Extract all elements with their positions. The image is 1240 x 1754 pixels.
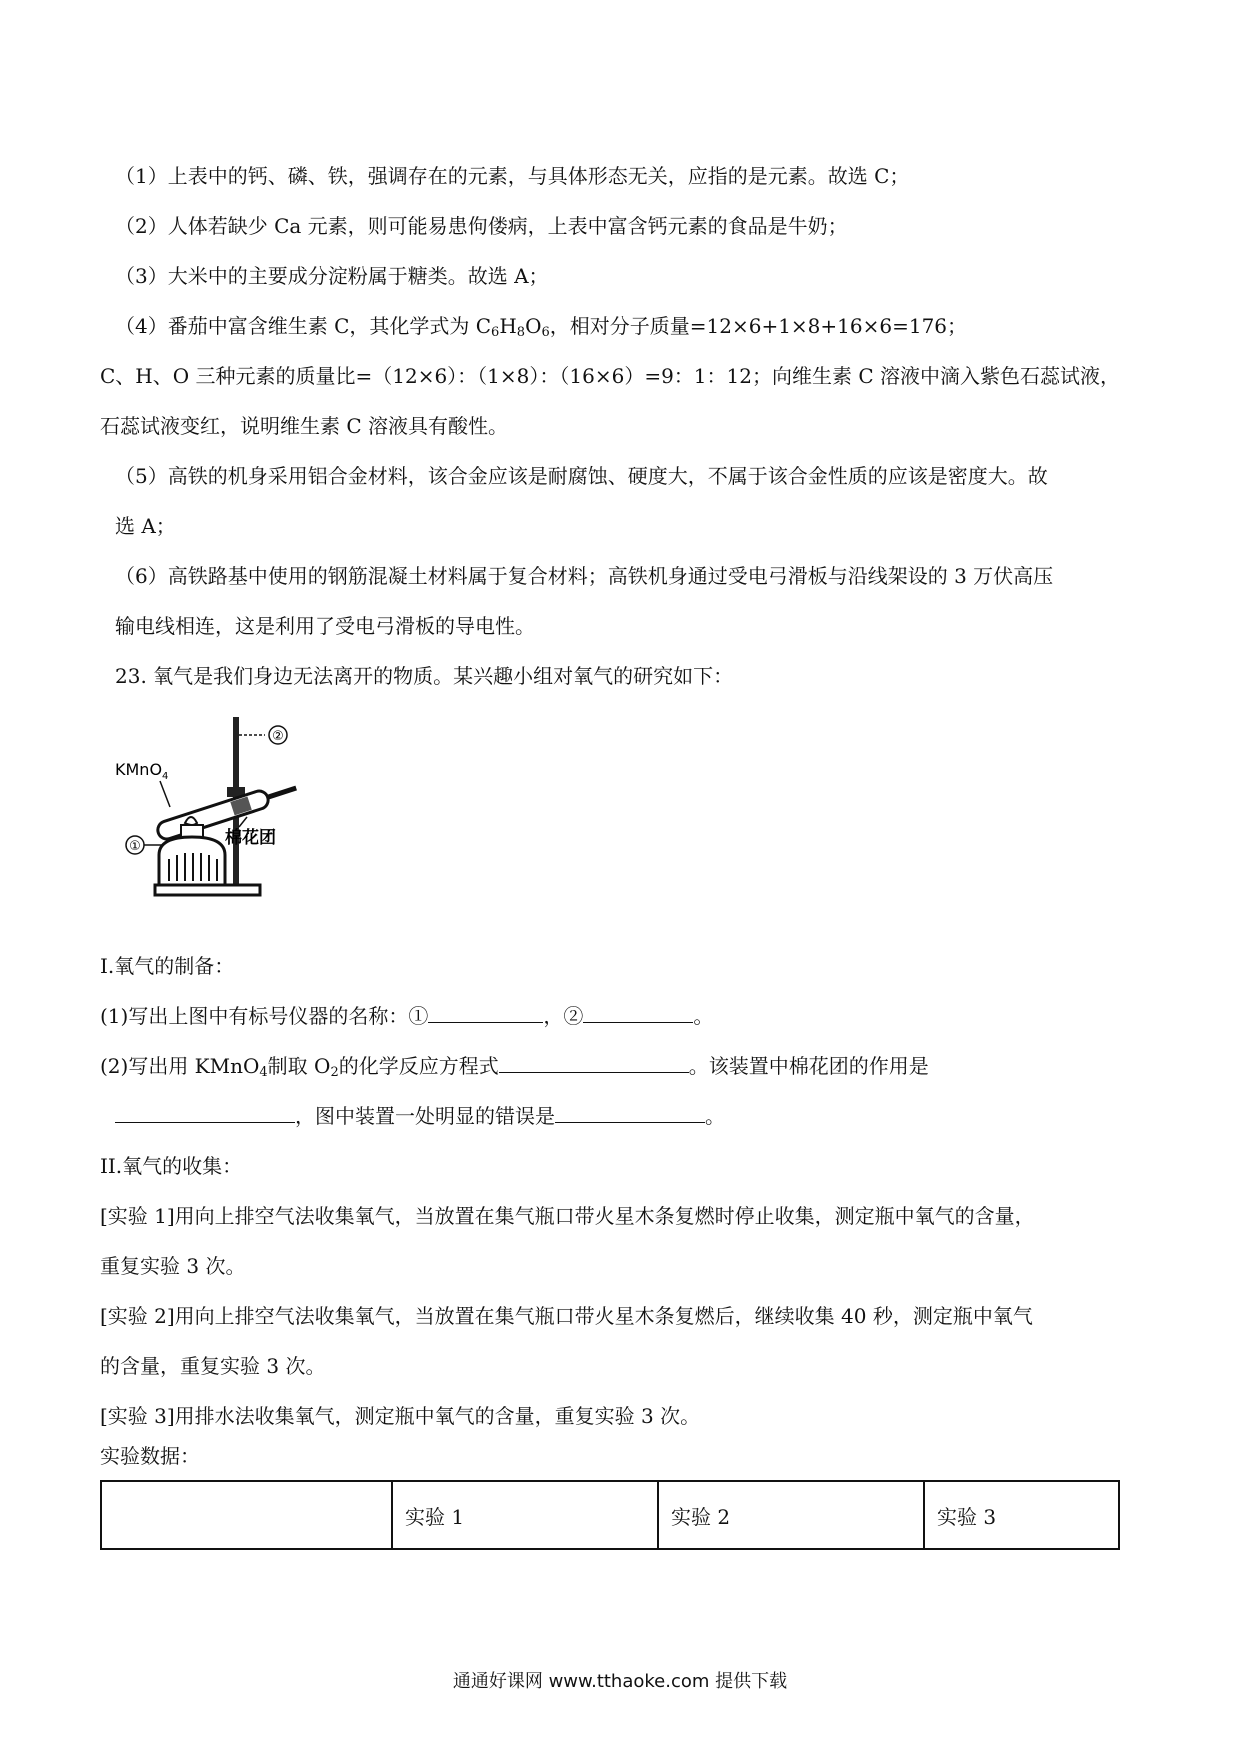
label-2-text: ② bbox=[272, 729, 284, 744]
answer-line-10: 输电线相连，这是利用了受电弓滑板的导电性。 bbox=[115, 614, 535, 638]
kmno4-apparatus-diagram bbox=[115, 715, 315, 915]
answer-line-1: （1）上表中的钙、磷、铁，强调存在的元素，与具体形态无关，应指的是元素。故选 C； bbox=[115, 164, 910, 188]
kmno4-label: KMnO$_4$ bbox=[115, 760, 169, 782]
q1-blank-2[interactable] bbox=[583, 1002, 693, 1023]
table-header-row bbox=[101, 1481, 1119, 1549]
experiment-3-line: [实验 3]用排水法收集氧气，测定瓶中氧气的含量，重复实验 3 次。 bbox=[100, 1404, 701, 1428]
answer-line-5: C、H、O 三种元素的质量比=（12×6）：（1×8）：（16×6）=9：1：12；向维生素 C 溶液中滴入紫色石蕊试液， bbox=[100, 364, 1120, 388]
table-header-cell bbox=[101, 1481, 392, 1549]
answer-line-6: 石蕊试液变红，说明维生素 C 溶液具有酸性。 bbox=[100, 414, 509, 438]
q2-sub-a: 4 bbox=[259, 1065, 268, 1080]
answer-line-7: （5）高铁的机身采用铝合金材料，该合金应该是耐腐蚀、硬度大，不属于该合金性质的应该是密度大。故 bbox=[115, 464, 1048, 488]
answer-line-2: （2）人体若缺少 Ca 元素，则可能易患佝偻病，上表中富含钙元素的食品是牛奶； bbox=[115, 214, 848, 238]
cotton-label: 棉花团 bbox=[225, 828, 276, 848]
page-footer: 通通好课网 www.tthaoke.com 提供下载 bbox=[452, 1671, 788, 1692]
formula-h: H bbox=[499, 314, 517, 338]
formula-sub-c: 6 bbox=[491, 325, 500, 340]
experiment-1-line-b: 重复实验 3 次。 bbox=[100, 1254, 246, 1278]
section-2-heading: II.氧气的收集： bbox=[100, 1154, 243, 1178]
formula-o: O bbox=[525, 314, 542, 338]
q1-text: (1)写出上图中有标号仪器的名称：① bbox=[100, 1004, 429, 1028]
question-1 bbox=[100, 1002, 1120, 1030]
answer-line-3: （3）大米中的主要成分淀粉属于糖类。故选 A； bbox=[115, 264, 549, 288]
q2-cotton-blank[interactable] bbox=[115, 1102, 295, 1123]
experiment-2-line-a: [实验 2]用向上排空气法收集氧气，当放置在集气瓶口带火星木条复燃后，继续收集 40 秒，测定瓶中氧气 bbox=[100, 1304, 1033, 1328]
formula-sub-h: 8 bbox=[516, 325, 526, 340]
q2-text-b: 制取 O bbox=[267, 1054, 331, 1078]
kmno4-leader bbox=[160, 781, 170, 807]
answer-4-text-b: ，相对分子质量=12×6+1×8+16×6=176； bbox=[549, 314, 968, 338]
q1-separator: ，② bbox=[543, 1004, 584, 1028]
answer-line-9: （6）高铁路基中使用的钢筋混凝土材料属于复合材料；高铁机身通过受电弓滑板与沿线架设的 3 万伏高压 bbox=[115, 564, 1054, 588]
table-header-cell: 实验 1 bbox=[392, 1481, 658, 1549]
question-2-line-2 bbox=[115, 1102, 1135, 1130]
data-label: 实验数据： bbox=[100, 1444, 200, 1468]
q1-end: 。 bbox=[693, 1004, 714, 1028]
q1-blank-1[interactable] bbox=[428, 1002, 543, 1023]
q2-error-blank[interactable] bbox=[555, 1102, 705, 1123]
q2-line2-mid: ，图中装置一处明显的错误是 bbox=[295, 1104, 555, 1128]
experiment-1-line-a: [实验 1]用向上排空气法收集氧气，当放置在集气瓶口带火星木条复燃时停止收集，测定瓶中氧气的含量， bbox=[100, 1204, 1035, 1228]
question-2 bbox=[100, 1052, 1120, 1080]
formula-sub-o: 6 bbox=[541, 325, 550, 340]
label-1-text: ① bbox=[129, 839, 141, 854]
q2-equation-blank[interactable] bbox=[499, 1052, 689, 1073]
answer-4-text-a: （4）番茄中富含维生素 C，其化学式为 C bbox=[115, 314, 492, 338]
table-header-cell: 实验 2 bbox=[658, 1481, 924, 1549]
q2-text-a: (2)写出用 KMnO bbox=[100, 1054, 260, 1078]
section-1-heading: I.氧气的制备： bbox=[100, 954, 235, 978]
q2-line2-end: 。 bbox=[705, 1104, 725, 1128]
q2-text-d: 。该装置中棉花团的作用是 bbox=[688, 1054, 929, 1078]
experiment-data-table bbox=[100, 1480, 1120, 1550]
q2-text-c: 的化学反应方程式 bbox=[338, 1054, 499, 1078]
cotton-leader bbox=[239, 817, 247, 827]
question-stem: 23. 氧气是我们身边无法离开的物质。某兴趣小组对氧气的研究如下： bbox=[115, 664, 734, 688]
answer-line-8: 选 A； bbox=[115, 514, 176, 538]
q2-sub-b: 2 bbox=[330, 1065, 339, 1080]
table-header-cell: 实验 3 bbox=[924, 1481, 1119, 1549]
experiment-2-line-b: 的含量，重复实验 3 次。 bbox=[100, 1354, 326, 1378]
answer-line-4 bbox=[115, 312, 1135, 340]
